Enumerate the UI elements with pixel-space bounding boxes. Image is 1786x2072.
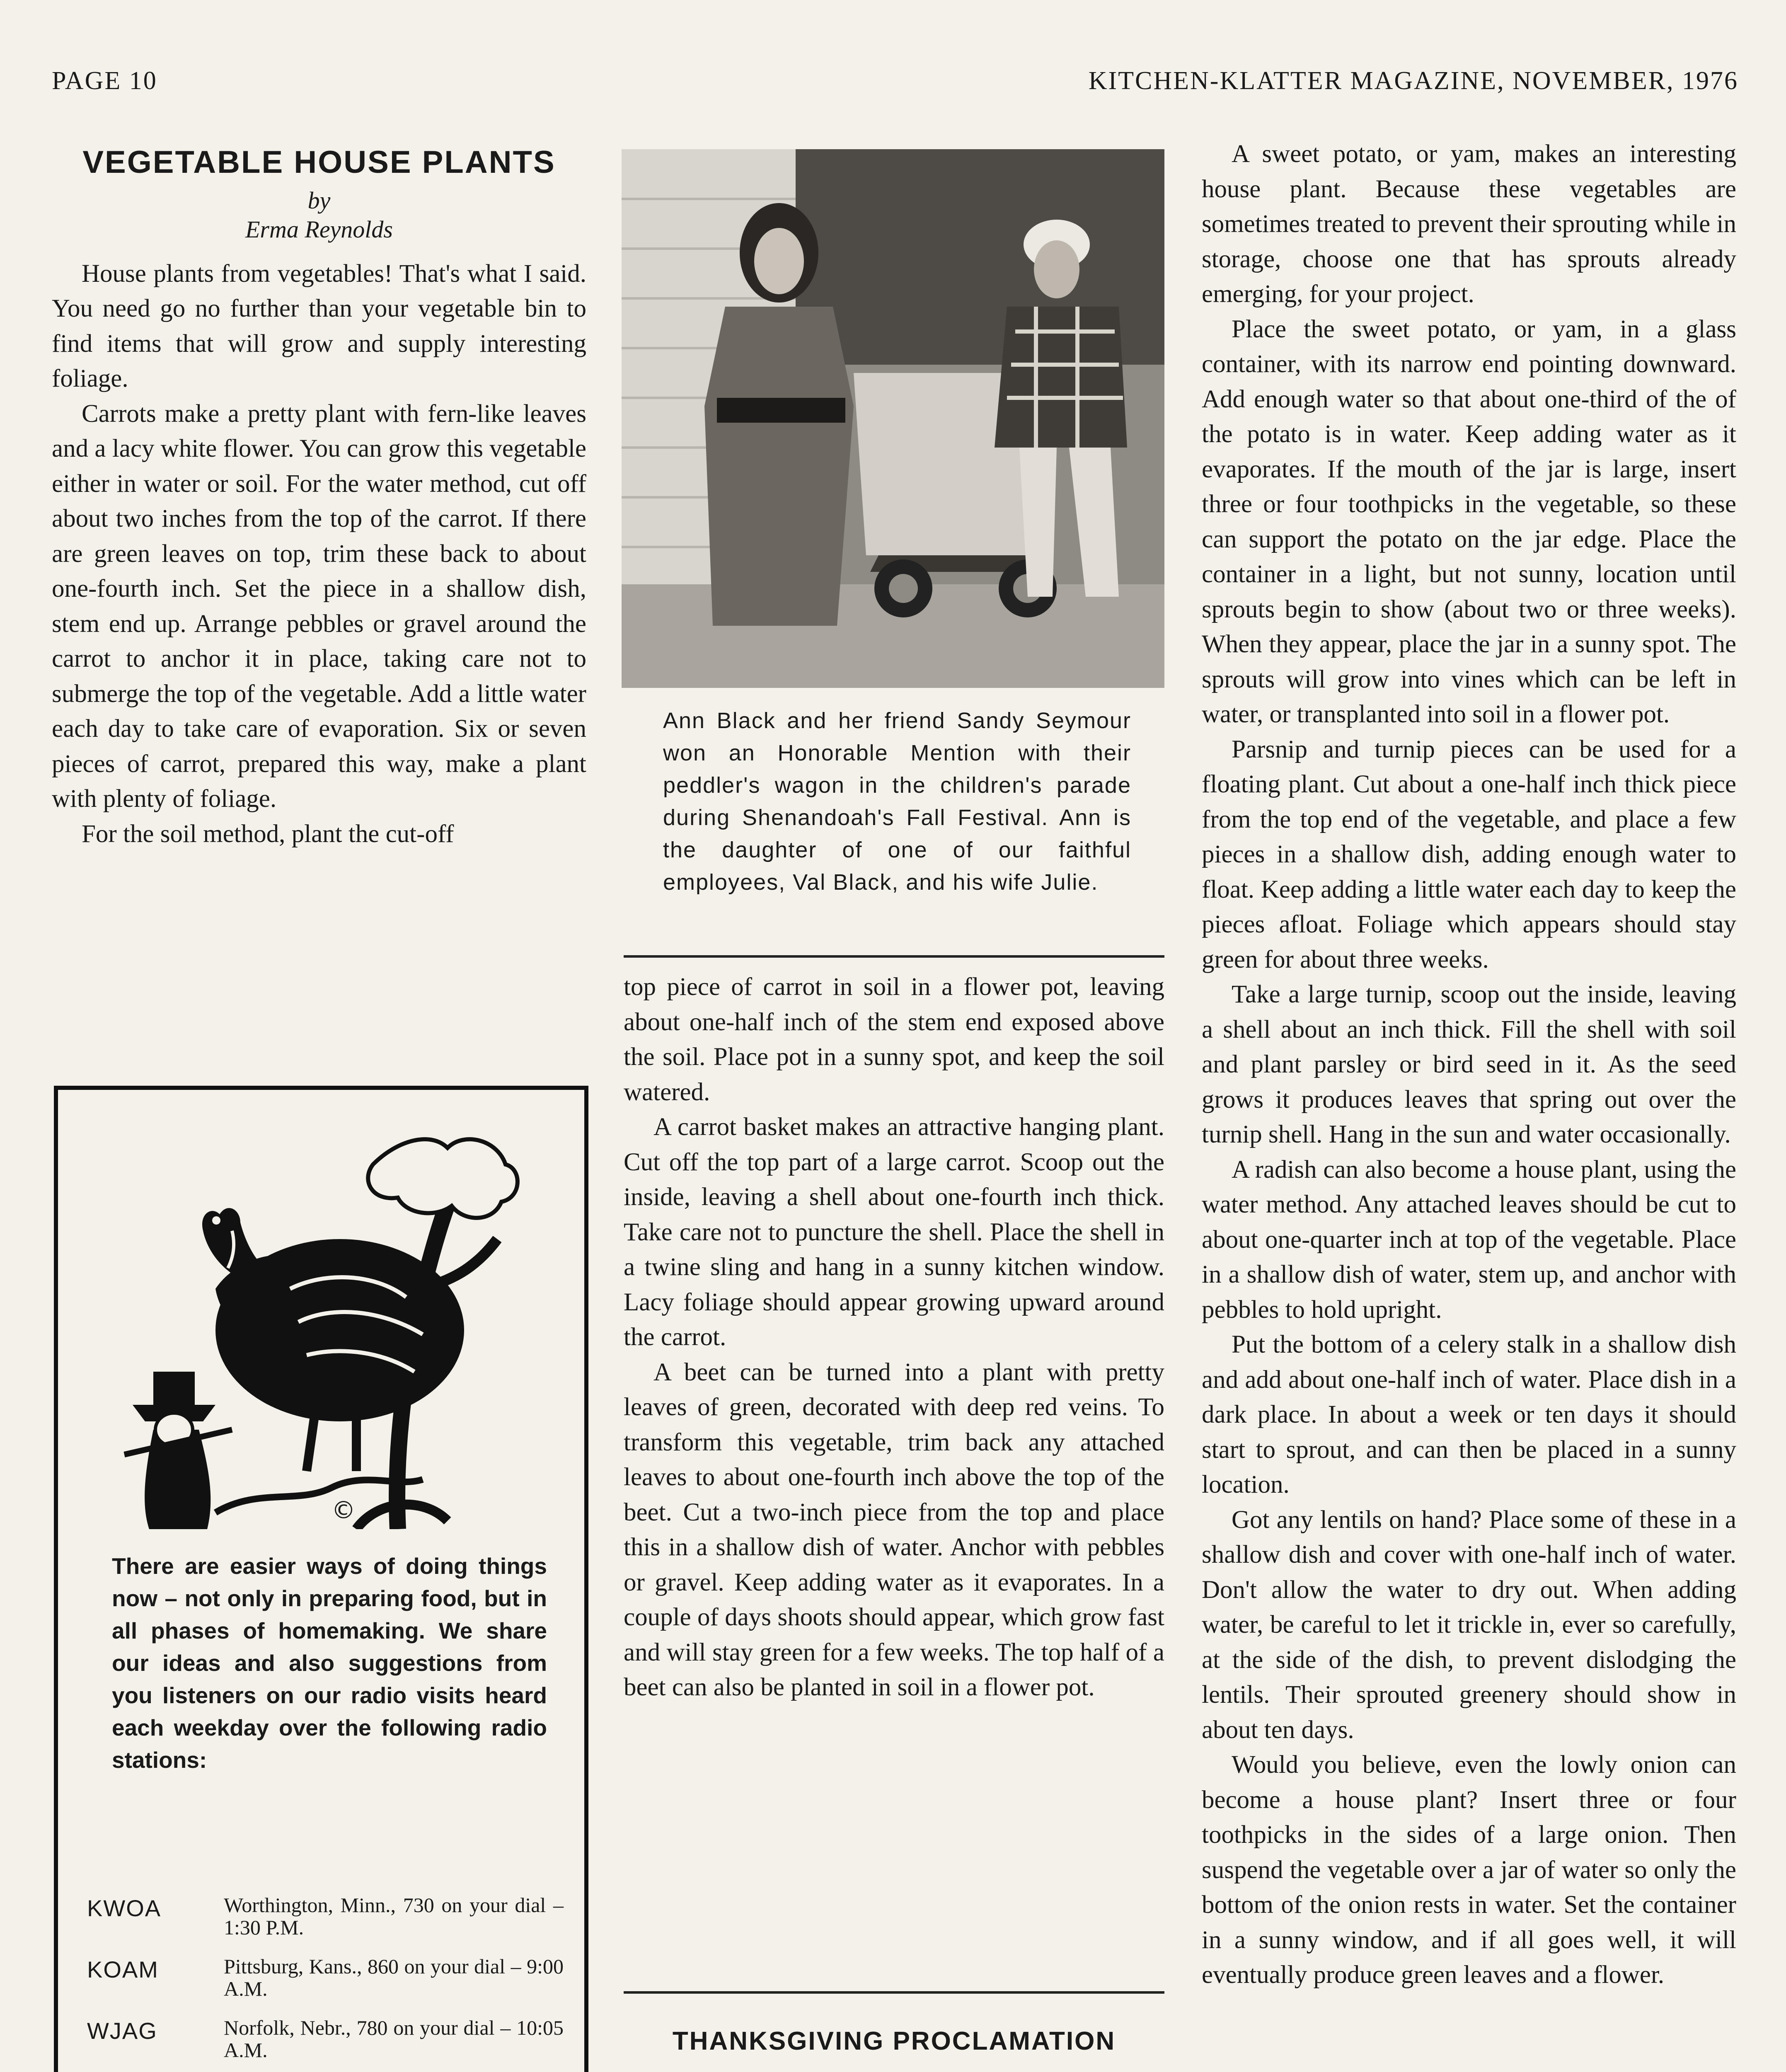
station-row — [87, 2016, 564, 2072]
station-row — [87, 1894, 564, 1955]
ad-copy: There are easier ways of doing things now – not only in preparing food, but in all phases of homemaking. We share our ideas and also suggestions from you listeners on our radio visits heard each weekday over the following radio stations: — [112, 1553, 547, 1773]
article-paragraph: Parsnip and turnip pieces can be used for a floating plant. Cut about a one-half inch thick piece from the top end of the vegetable, and place a few pieces in a shallow dish, adding enough water to float. Keep adding a little water each day to keep the pieces afloat. Foliage which appears should stay green for about three weeks. — [1202, 735, 1736, 973]
article-paragraph: top piece of carrot in soil in a flower pot, leaving about one-half inch of the stem end exposed above the soil. Place pot in a sunny spot, and keep the soil watered. — [624, 973, 1164, 1106]
radio-ad-box — [54, 1086, 588, 2072]
station-call: WJAG — [87, 2018, 157, 2044]
article-paragraph: A beet can be turned into a plant with pretty leaves of green, decorated with deep red veins. To transform this vegetable, trim back any attached leaves to about one-fourth inch above the top of the beet. Cut a two-inch piece from the top and place this in a shallow dish of water. Anchor with pebbles or gravel. Keep adding water as it evaporates. In a couple of days shoots should appear, which grow fast and will stay green for a few weeks. The top half of a beet can also be planted in soil in a flower pot. — [624, 1358, 1164, 1701]
article-paragraph: For the soil method, plant the cut-off — [82, 820, 454, 848]
page-header — [52, 66, 1738, 116]
turkey-pilgrim-illustration — [108, 1115, 547, 1529]
station-row — [87, 1955, 564, 2016]
article-paragraph: Put the bottom of a celery stalk in a shallow dish and add about one-half inch of water. Place dish in a dark place. In about a week or ten days it should start to sprout, and can then be placed in a sunny location. — [1202, 1331, 1736, 1498]
proclamation-title: THANKSGIVING PROCLAMATION — [672, 2027, 1116, 2055]
parade-photo-image — [622, 149, 1164, 688]
station-call: KOAM — [87, 1956, 159, 1982]
article-paragraph: A radish can also become a house plant, using the water method. Any attached leaves should be cut to about one-quarter inch at top of the vegetable. Place in a shallow dish of water, stem up, and anchor with pebbles to hold upright. — [1202, 1155, 1736, 1324]
article-column-1 — [52, 137, 586, 852]
article-title: VEGETABLE HOUSE PLANTS — [82, 145, 556, 180]
station-list — [87, 1894, 564, 2072]
magazine-issue: KITCHEN-KLATTER MAGAZINE, NOVEMBER, 1976 — [1088, 67, 1738, 95]
page-number: PAGE 10 — [52, 67, 157, 95]
article-paragraph: A carrot basket makes an attractive hanging plant. Cut off the top part of a large carrot. Scoop out the inside, leaving a shell about one-fourth inch thick. Take care not to puncture the shell. Place the shell in a twine sling and hang in a sunny kitchen window. Lacy foliage should appear growing upward around the carrot. — [624, 1113, 1164, 1351]
byline-author: Erma Reynolds — [245, 215, 393, 243]
byline-by: by — [307, 186, 331, 214]
article-paragraph: Would you believe, even the lowly onion can become a house plant? Insert three or four toothpicks in the sides of a large onion. Then suspend the vegetable over a jar of water so only the bottom of the onion rests in water. Set the container in a sunny window, and if all goes well, it will eventually produce green leaves and a flower. — [1202, 1751, 1736, 1989]
photo-caption: Ann Black and her friend Sandy Seymour won an Honorable Mention with their peddler's wagon in the children's parade during Shenandoah's Fall Festival. Ann is the daughter of one of our faithful employees, Val Black, and his wife Julie. — [663, 708, 1131, 895]
station-info: Norfolk, Nebr., 780 on your dial – 10:05 A.M. — [224, 2016, 564, 2062]
copyright-mark: © — [332, 1496, 356, 1524]
station-call: KWOA — [87, 1895, 162, 1921]
article-paragraph: Carrots make a pretty plant with fern-like leaves and a lacy white flower. You can grow this vegetable either in water or soil. For the water method, cut off about two inches from the top of the carrot. If there are green leaves on top, trim these back to about one-fourth inch. Set the piece in a shallow dish, stem end up. Arrange pebbles or gravel around the carrot to anchor it in place, taking care not to submerge the top of the vegetable. Add a little water each day to take care of evaporation. Six or seven pieces of carrot, prepared this way, make a plant with plenty of foliage. — [52, 399, 586, 813]
article-paragraph: House plants from vegetables! That's what I said. You need go no further than your vegetable bin to find items that will grow and supply interesting foliage. — [52, 259, 586, 392]
article-paragraph: Got any lentils on hand? Place some of these in a shallow dish and cover with one-half inch of water. Don't allow the water to dry out. When adding water, be careful to let it trickle in, ever so carefully, at the side of the dish, to prevent dislodging the lentils. Their sprouted greenery should show in about ten days. — [1202, 1506, 1736, 1744]
station-info: Worthington, Minn., 730 on your dial – 1:30 P.M. — [224, 1893, 564, 1939]
article-paragraph: Place the sweet potato, or yam, in a glass container, with its narrow end pointing downward. Add enough water so that about one-third of the of the potato is in water. Keep adding water as it evaporates. If the mouth of the jar is large, insert three or four toothpicks in the vegetable, so these can support the potato on the jar edge. Place the container in a light, but not sunny, location until sprouts begin to show (about two or three weeks). When they appear, place the jar in a sunny spot. The sprouts will grow into vines which can be left in water, or transplanted into soil in a flower pot. — [1202, 315, 1736, 728]
proclamation-divider — [624, 1991, 1164, 1994]
article-column-2 — [624, 970, 1164, 1705]
article-paragraph: Take a large turnip, scoop out the inside, leaving a shell about an inch thick. Fill the shell with soil and plant parsley or bird seed in it. As the seed grows it produces leaves that spring out over the turnip shell. Hang in the sun and water occasionally. — [1202, 980, 1736, 1148]
parade-photo — [622, 149, 1164, 688]
article-column-3 — [1202, 137, 1736, 1993]
article-paragraph: A sweet potato, or yam, makes an interesting house plant. Because these vegetables are sometimes treated to prevent their sprouting while in storage, choose one that has sprouts already emerging, for your project. — [1202, 140, 1736, 308]
caption-divider — [624, 955, 1164, 958]
station-info: Pittsburg, Kans., 860 on your dial – 9:00 A.M. — [224, 1955, 564, 2000]
